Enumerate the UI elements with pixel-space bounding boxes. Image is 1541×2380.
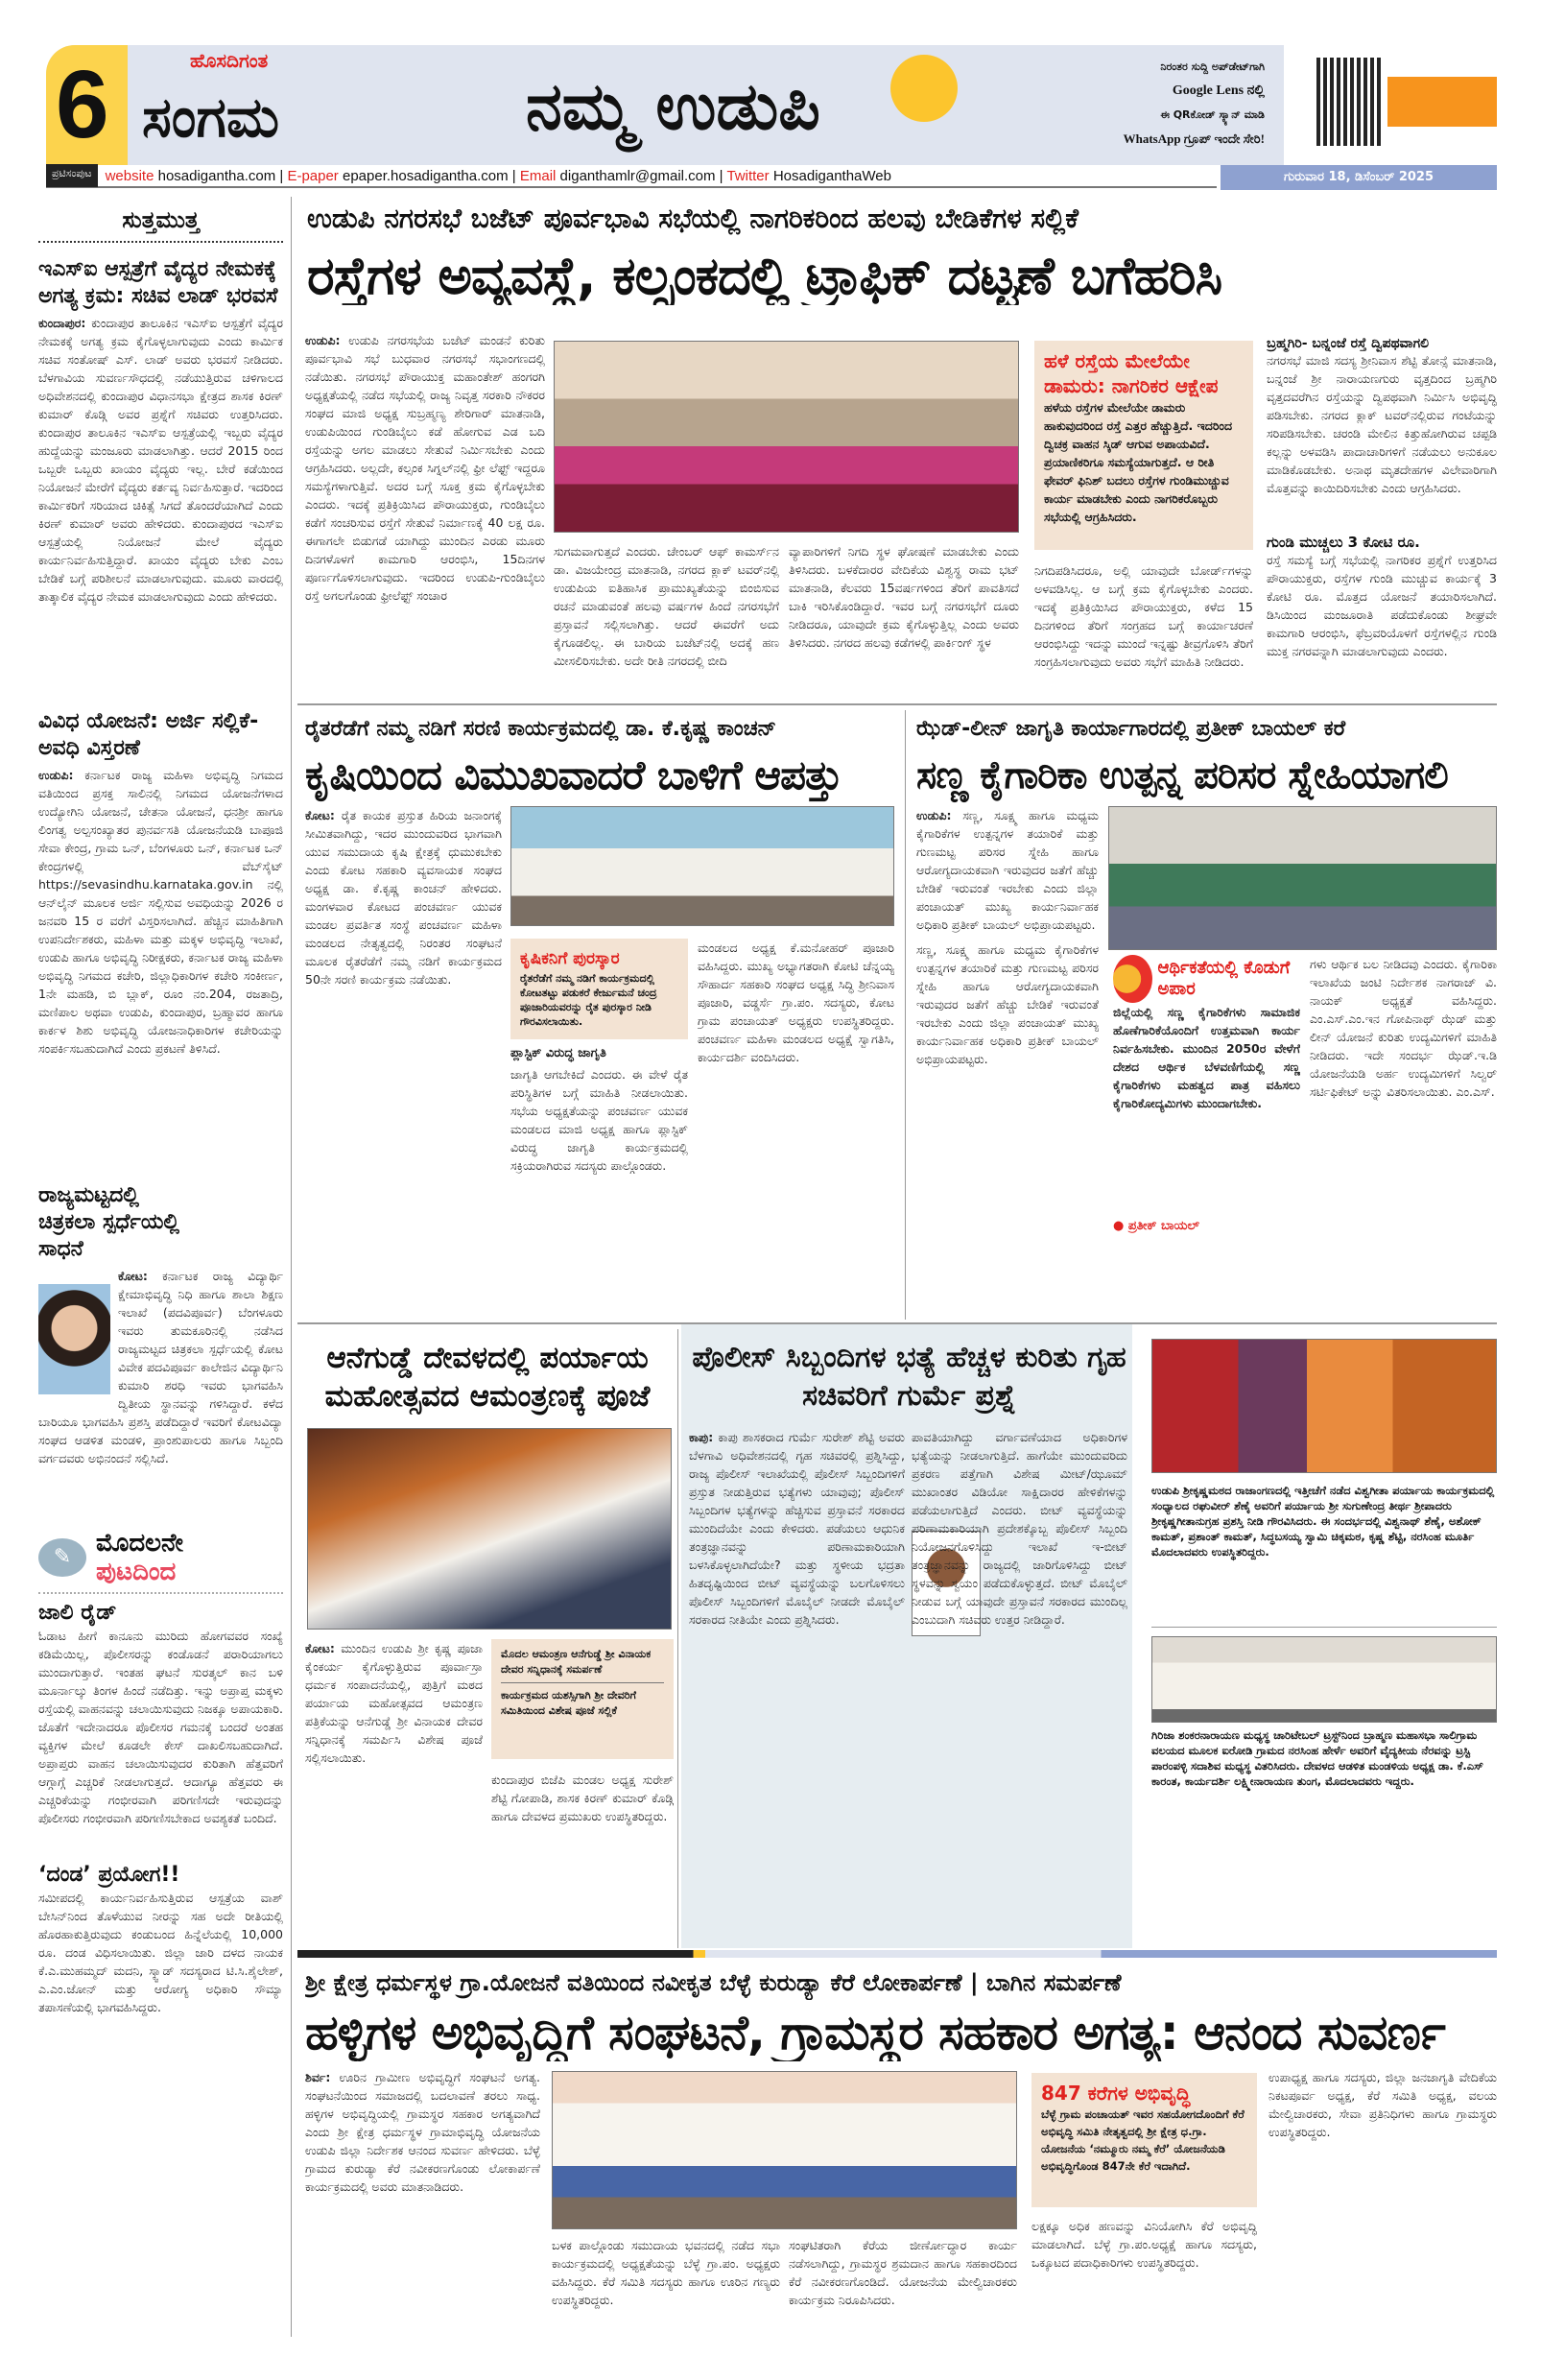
article-body <box>38 1267 283 1511</box>
quote-text: ಜಿಲ್ಲೆಯಲ್ಲಿ ಸಣ್ಣ ಕೈಗಾರಿಕೆಗಳು ಸಾಮಾಜಿಕ ಹೊಣೆಗಾರಿಕೆಯೊಂದಿಗೆ ಉತ್ತಮವಾಗಿ ಕಾರ್ಯ ನಿರ್ವಹಿಸಬೇಕು. ಮುಂದಿನ 2050ರ ವೇಳೆಗೆ ದೇಶದ ಆರ್ಥಿಕ ಬೆಳವಣಿಗೆಯಲ್ಲಿ ಸಣ್ಣ ಕೈಗಾರಿಕೆಗಳು ಮಹತ್ವದ ಪಾತ್ರ ವಹಿಸಲು ಕೈಗಾರಿಕೋದ್ಯಮಿಗಳು ಮುಂದಾಗಬೇಕು. <box>1113 1005 1300 1110</box>
farm-col-3: ಮಂಡಲದ ಅಧ್ಯಕ್ಷ ಕೆ.ಮನೋಹರ್ ಪೂಜಾರಿ ವಹಿಸಿದ್ದರು. ಮುಖ್ಯ ಅಭ್ಯಾಗತರಾಗಿ ಕೋಟಿ ಚೆನ್ನಯ್ಯ ಸೌಹಾರ್ದ ಸಹಕಾರಿ ಸಂಘದ ಅಧ್ಯಕ್ಷ ಸಿದ್ಧಿ ಶ್ರೀನಿವಾಸ ಪೂಜಾರಿ, ವಡ್ಡರ್ಸೆ ಗ್ರಾ.ಪಂ. ಸದಸ್ಯರು, ಕೋಟ ಗ್ರಾಮ ಪಂಚಾಯತ್ ಅಧ್ಯಕ್ಷರು ಉಪಸ್ಥಿತರಿದ್ದರು. ಪಂಚವರ್ಣ ಮಹಿಳಾ ಮಂಡಲದ ಅಧ್ಯಕ್ಷೆ ಸ್ವಾಗತಿಸಿ, ಕಾರ್ಯದರ್ಶಿ ವಂದಿಸಿದರು. <box>698 940 894 1064</box>
edition-label: ಪ್ರಟಿಸಂಪುಟ <box>46 164 98 187</box>
page-title: ನಮ್ಮ ಉಡುಪಿ <box>526 69 820 145</box>
left-column <box>38 206 283 2033</box>
link-label: website <box>105 167 154 184</box>
msme-quote-box <box>1113 955 1300 1315</box>
meeting-photo <box>554 341 1019 533</box>
article-body: ಓಡಾಟ ಹೀಗೆ ಕಾನೂನು ಮುರಿದು ಹೋಗವವರ ಸಂಖ್ಯೆ ಕಡಿಮೆಯಿಲ್ಲ, ಪೊಲೀಸರನ್ನು ಕಂಡೊಡನೆ ಪರಾರಿಯಾಗಲು ಮುಂದಾಗುತ್ತಾರೆ. ಇಂತಹ ಘಟನೆ ಸುರತ್ಕಲ್ ಕಾನ ಬಳಿ ಮೂರ್ನಾಲ್ಕು ತಿಂಗಳ ಹಿಂದೆ ನಡೆದಿತ್ತು. ಇನ್ನು ಅಪ್ರಾಪ್ತ ಮಕ್ಕಳು ರಸ್ತೆಯಲ್ಲಿ ವಾಹನವನ್ನು ಚಲಾಯಿಸುವುದು ನಿಜಕ್ಕೂ ಅಪಾಯಕಾರಿ. ಜೊತೆಗೆ ಇದೇನಾದರೂ ಪೊಲೀಸರ ಗಮನಕ್ಕೆ ಬಂದರೆ ಅಂತಹ ವ್ಯಕ್ತಿಗಳ ಮೇಲೆ ಕೂಡಲೇ ಕೇಸ್ ದಾಖಲಿಸಬಹುದಾಗಿದೆ. ಅಪ್ರಾಪ್ತರು ವಾಹನ ಚಲಾಯಿಸುವುದರ ಕುರಿತಾಗಿ ಹೆತ್ತವರಿಗೆ ಆಗ್ಗಾಗ್ಗೆ ಎಚ್ಚರಿಕೆ ನೀಡಲಾಗುತ್ತದೆ. ಆದಾಗ್ಯೂ ಹೆತ್ತವರು ಈ ಎಚ್ಚರಿಕೆಯನ್ನು ಗಂಭೀರವಾಗಿ ಪರಿಗಣಿಸದೇ ಇರುವುದನ್ನು ಪೊಲೀಸರು ಗಂಭೀರವಾಗಿ ಪರಿಗಣಿಸಬೇಕಾದ ಅವಶ್ಯಕತೆ ಬಂದಿದೆ. <box>38 1629 283 1825</box>
author-name: ಪ್ರತೀಕ್ ಬಾಯಲ್ <box>1127 1219 1200 1233</box>
dateline: ಕುಂದಾಪುರ: <box>38 316 86 330</box>
qr-text: Google Lens ನಲ್ಲಿ <box>1172 83 1265 98</box>
trust-photo <box>1151 1636 1497 1723</box>
dateline: ಕೋಟ: <box>305 1641 335 1655</box>
farm-sidebar-box <box>510 939 688 1039</box>
police-headline: ಪೊಲೀಸ್ ಸಿಬ್ಬಂದಿಗಳ ಭತ್ಯೆ ಹೆಚ್ಚಳ ಕುರಿತು ಗೃಹ ಸಚಿವರಿಗೆ ಗುರ್ಮೆ ಪ್ರಶ್ನೆ <box>692 1341 1126 1413</box>
dateline: ಉಡುಪಿ: <box>38 768 74 782</box>
website-link[interactable]: hosadigantha.com <box>157 167 276 184</box>
lead-col-4: ನಿಗದಿಪಡಿಸಿದರೂ, ಅಲ್ಲಿ ಯಾವುದೇ ಬೋರ್ಡ್‌ಗಳನ್ನು ಅಳವಡಿಸಿಲ್ಲ. ಆ ಬಗ್ಗೆ ಕ್ರಮ ಕೈಗೊಳ್ಳಬೇಕು ಎಂದರು. ಇದಕ್ಕೆ ಪ್ರತಿಕ್ರಿಯಿಸಿದ ಪೌರಾಯುಕ್ತರು, ಕಳೆದ 15 ದಿನಗಳಿಂದ ತೆರಿಗೆ ಸಂಗ್ರಹದ ಬಗ್ಗೆ ಕಾರ್ಯಾಚರಣೆ ಆರಂಭಿಸಿದ್ದು ಇದನ್ನು ಮುಂದೆ ಇನ್ನಷ್ಟು ತೀವ್ರಗೊಳಿಸಿ ತೆರಿಗೆ ಸಂಗ್ರಹಿಸಲಾಗುವುದು ಅವರು ಸಭೆಗೆ ಮಾಹಿತಿ ನೀಡಿದರು. <box>1034 563 1253 669</box>
article-title: ಜಾಲಿ ರೈಡ್ <box>38 1601 117 1625</box>
temple-bullets <box>491 1639 674 1759</box>
lead-kicker: ಉಡುಪಿ ನಗರಸಭೆ ಬಜೆಟ್ ಪೂರ್ವಭಾವಿ ಸಭೆಯಲ್ಲಿ ನಾಗರಿಕರಿಂದ ಹಲವು ಬೇಡಿಕೆಗಳ ಸಲ್ಲಿಕೆ <box>307 202 1079 234</box>
article-text: ಕುಂದಾಪುರ ತಾಲೂಕಿನ ಇಎಸ್‌ಐ ಆಸ್ಪತ್ರೆಗೆ ವೈದ್ಯರ ನೇಮಕಕ್ಕೆ ಅಗತ್ಯ ಕ್ರಮ ಕೈಗೊಳ್ಳಲಾಗುವುದು ಎಂದು ಕಾರ್ಮಿಕ ಸಚಿವ ಸಂತೋಷ್ ಎಸ್. ಲಾಡ್ ಅವರು ಭರವಸೆ ನೀಡಿದರು. ಬೆಳಗಾವಿಯ ಸುವರ್ಣಸೌಧದಲ್ಲಿ ನಡೆಯುತ್ತಿರುವ ಚಳಿಗಾಲದ ಅಧಿವೇಶನದಲ್ಲಿ ಕುಂದಾಪುರ ವಿಧಾನಸಭಾ ಕ್ಷೇತ್ರದ ಶಾಸಕ ಕಿರಣ್ ಕುಮಾರ್ ಕೊಡ್ಗಿ ಅವರ ಪ್ರಶ್ನೆಗೆ ಸಚಿವರು ಉತ್ತರಿಸಿದರು. ಕುಂದಾಪುರ ತಾಲೂಕಿನ ಇಎಸ್‌ಐ ಆಸ್ಪತ್ರೆಯಲ್ಲಿ ಇಬ್ಬರು ವೈದ್ಯರ ಹುದ್ದೆಯನ್ನು ಮಂಜೂರು ಮಾಡಲಾಗಿತ್ತು. ಆದರೆ 2015 ರಿಂದ ಒಬ್ಬರೇ ಒಬ್ಬರು ಖಾಯಂ ವೈದ್ಯರು ಇಲ್ಲ. ಬೇರೆ ಕಡೆಯಿಂದ ನಿಯೋಜನೆ ಮೇರೆಗೆ ವೈದ್ಯರು ಕರ್ತವ್ಯ ನಿರ್ವಹಿಸುತ್ತಾರೆ. ಇದರಿಂದ ಕಾರ್ಮಿಕರಿಗೆ ಸರಿಯಾದ ಚಿಕಿತ್ಸೆ ಸಿಗದೆ ತೊಂದರೆಯಾಗಿದೆ ಎಂದು ಕಿರಣ್ ಕುಮಾರ್ ಅವರು ಹೇಳಿದರು. ಕುಂದಾಪುರದ ಇಎಸ್‌ಐ ಆಸ್ಪತ್ರೆಯಲ್ಲಿ ನಿಯೋಜನೆ ಮೇಲೆ ವೈದ್ಯರು ಕಾರ್ಯನಿರ್ವಹಿಸುತ್ತಿದ್ದಾರೆ. ಖಾಯಂ ವೈದ್ಯರು ಬೇಕು ಎಂಬ ಬೇಡಿಕೆ ಬಗ್ಗೆ ಪರಿಶೀಲನೆ ಮಾಡಲಾಗುವುದು. ಮೂರು ವಾರದಲ್ಲಿ ತಾತ್ಕಾಲಿಕ ವೈದ್ಯರ ನೇಮಕ ಮಾಡಲಾಗುವುದು ಎಂದು ಹೇಳಿದರು. <box>38 316 283 604</box>
box-text: ರೈತರೆಡೆಗೆ ನಮ್ಮ ನಡಿಗೆ ಕಾರ್ಯಕ್ರಮದಲ್ಲಿ ಕೋಟತಟ್ಟು ಪಡುಕರೆ ಕೇರ್ಜುಮನೆ ಚಂದ್ರ ಪೂಜಾರಿಯವರನ್ನು ರೈತ ಪುರಸ್ಕಾರ ನೀಡಿ ಗೌರವಿಸಲಾಯಿತು. <box>520 972 657 1028</box>
continued-header <box>38 1529 283 1594</box>
award-photo <box>1151 1339 1497 1473</box>
quote-author: ● ಪ್ರತೀಕ್ ಬಾಯಲ್ <box>1113 1219 1200 1233</box>
article-text: ಊರಿನ ಗ್ರಾಮೀಣ ಅಭಿವೃದ್ಧಿಗೆ ಸಂಘಟನೆ ಅಗತ್ಯ. ಸಂಘಟನೆಯಿಂದ ಸಮಾಜದಲ್ಲಿ ಬದಲಾವಣೆ ತರಲು ಸಾಧ್ಯ. ಹಳ್ಳಿಗಳ ಅಭಿವೃದ್ಧಿಯಲ್ಲಿ ಗ್ರಾಮಸ್ಥರ ಸಹಕಾರ ಅಗತ್ಯವಾಗಿದೆ ಎಂದು ಶ್ರೀ ಕ್ಷೇತ್ರ ಧರ್ಮಸ್ಥಳ ಗ್ರಾಮಾಭಿವೃದ್ಧಿ ಯೋಜನೆಯ ಉಡುಪಿ ಜಿಲ್ಲಾ ನಿರ್ದೇಶಕ ಆನಂದ ಸುವರ್ಣ ಹೇಳಿದರು. ಬೆಳ್ಳೆ ಗ್ರಾಮದ ಕುರುಡ್ಯಾ ಕೆರೆ ನವೀಕರಣಗೊಂಡು ಲೋಕಾರ್ಪಣೆ ಕಾರ್ಯಕ್ರಮದಲ್ಲಿ ಅವರು ಮಾತನಾಡಿದರು. <box>305 2070 540 2194</box>
qr-text: ನಿರಂತರ ಸುದ್ದಿ ಅಪ್‌ಡೇಟ್‌ಗಾಗಿ <box>1160 60 1265 73</box>
epaper-link[interactable]: epaper.hosadigantha.com <box>342 167 509 184</box>
article-text: ರೈತ ಕಾಯಕ ಪ್ರಸ್ತುತ ಹಿರಿಯ ಜನಾಂಗಕ್ಕೆ ಸೀಮಿತವಾಗಿದ್ದು, ಇದರ ಮುಂದುವರಿದ ಭಾಗವಾಗಿ ಯುವ ಸಮುದಾಯ ಕೃಷಿ ಕ್ಷೇತ್ರಕ್ಕೆ ಧುಮುಕಬೇಕು ಎಂದು ಕೋಟ ಸಹಕಾರಿ ವ್ಯವಸಾಯಕ ಸಂಘದ ಅಧ್ಯಕ್ಷ ಡಾ. ಕೆ.ಕೃಷ್ಣ ಕಾಂಚನ್ ಹೇಳಿದರು. ಮಂಗಳವಾರ ಕೋಟದ ಪಂಚವರ್ಣ ಯುವಕ ಮಂಡಲ ಪ್ರವರ್ತಿತ ಸಂಸ್ಥೆ ಪಂಚವರ್ಣ ಮಹಿಳಾ ಮಂಡಲದ ನೇತೃತ್ವದಲ್ಲಿ ನಿರಂತರ ಸಂಘಟನೆ ಮೂಲಕ ರೈತರೆಡೆಗೆ ನಮ್ಮ ನಡಿಗೆ ಕಾರ್ಯಕ್ರಮದ 50ನೇ ಸರಣಿ ಕಾರ್ಯಕ್ರಮ ನಡೆಯಿತು. <box>305 808 502 987</box>
masthead <box>46 45 1284 165</box>
lake-col-5: ಉಪಾಧ್ಯಕ್ಷ ಹಾಗೂ ಸದಸ್ಯರು, ಜಿಲ್ಲಾ ಜನಜಾಗೃತಿ ವೇದಿಕೆಯ ನಿಕಟಪೂರ್ವ ಅಧ್ಯಕ್ಷ, ಕೆರೆ ಸಮಿತಿ ಅಧ್ಯಕ್ಷ, ವಲಯ ಮೇಲ್ವಿಚಾರಕರು, ಸೇವಾ ಪ್ರತಿನಿಧಿಗಳು ಹಾಗೂ ಗ್ರಾಮಸ್ಥರು ಉಪಸ್ಥಿತರಿದ್ದರು. <box>1268 2070 1497 2139</box>
box-title: 847 ಕರೆಗಳ ಅಭಿವೃದ್ಧಿ <box>1041 2082 1191 2105</box>
lead-sidebar-box <box>1034 341 1253 550</box>
quote-icon <box>1113 955 1152 1003</box>
msme-col-1b <box>916 940 1099 1315</box>
trust-caption: ಗಿರಿಜಾ ಶಂಕರನಾರಾಯಣ ಮಧ್ಯಸ್ಥ ಚಾರಿಟೇಬಲ್ ಟ್ರಸ್ಟ್‌ನಿಂದ ಬ್ರಾಹ್ಮಣ ಮಹಾಸಭಾ ಸಾಲಿಗ್ರಾಮ ವಲಯದ ಮೂಲಕ ಐರೋಡಿ ಗ್ರಾಮದ ನರಸಿಂಹ ಹೇರ್ಳೆ ಅವರಿಗೆ ವೈದ್ಯಕೀಯ ನೆರವನ್ನು ಟ್ರಸ್ಟಿ ಪಾರಂಪಳ್ಳಿ ಸದಾಶಿವ ಮಧ್ಯಸ್ಥ ವಿತರಿಸಿದರು. ದೇವಳದ ಆಡಳಿತ ಮಂಡಳಿಯ ಅಧ್ಯಕ್ಷ ಡಾ. ಕೆ.ಎಸ್ ಕಾರಂತ, ಕಾರ್ಯದರ್ಶಿ ಲಕ್ಷ್ಮೀನಾರಾಯಣ ತುಂಗ, ಮೊದಲಾದವರು ಇದ್ದರು. <box>1151 1728 1484 1788</box>
temple-headline: ಆನೆಗುಡ್ಡೆ ದೇವಳದಲ್ಲಿ ಪರ್ಯಾಯ ಮಹೋತ್ಸವದ ಆಮಂತ್ರಣಕ್ಕೆ ಪೂಜೆ <box>324 1341 651 1414</box>
article-body <box>38 766 283 1178</box>
article-text: ಉಡುಪಿ ನಗರಸಭೆಯ ಬಜೆಟ್ ಮಂಡನೆ ಕುರಿತು ಪೂರ್ವಭಾವಿ ಸಭೆ ಬುಧವಾರ ನಗರಸಭೆ ಸಭಾಂಗಣದಲ್ಲಿ ನಡೆಯಿತು. ನಗರಸಭೆ ಪೌರಾಯುಕ್ತ ಮಹಾಂತೇಶ್ ಹಂಗರಗಿ ಅಧ್ಯಕ್ಷತೆಯಲ್ಲಿ ನಡೆದ ಸಭೆಯಲ್ಲಿ ರಾಜ್ಯ ನಿವೃತ್ತ ಸರಕಾರಿ ನೌಕರರ ಸಂಘದ ಮಾಜಿ ಅಧ್ಯಕ್ಷ ಸುಬ್ರಹ್ಮಣ್ಯ ಶೇರಿಗಾರ್ ಮಾತನಾಡಿ, ಉಡುಪಿಯಿಂದ ಗುಂಡಿಬೈಲು ಕಡೆ ಹೋಗುವ ಎಡ ಬದಿ ರಸ್ತೆಯನ್ನು ಅಗಲ ಮಾಡಲು ಸೇತುವೆ ನಿರ್ಮಿಸಬೇಕು ಎಂದು ಆಗ್ರಹಿಸಿದರು. ಅಲ್ಲದೇ, ಕಲ್ಸಂಕ ಸಿಗ್ನಲ್‌ನಲ್ಲಿ ಫ್ರೀ ಲೆಫ್ಟ್ ಇದ್ದರೂ ಸಮಸ್ಯೆಗಳಾಗುತ್ತಿವೆ. ಅದರ ಬಗ್ಗೆ ಸೂಕ್ತ ಕ್ರಮ ಕೈಗೊಳ್ಳಬೇಕು ಎಂದರು. ಇದಕ್ಕೆ ಪ್ರತಿಕ್ರಿಯಿಸಿದ ಪೌರಾಯುಕ್ತರು, ಗುಂಡಿಬೈಲು ಕಡೆಗೆ ಸಂಚರಿಸುವ ರಸ್ತೆಗೆ ಸೇತುವೆ ನಿರ್ಮಾಣಕ್ಕೆ 40 ಲಕ್ಷ ರೂ. ಈಗಾಗಲೇ ಬಿಡುಗಡೆ ಯಾಗಿದ್ದು ಮುಂದಿನ ಎರಡು ಮೂರು ದಿನಗಳೊಳಗೆ ಕಾಮಗಾರಿ ಆರಂಭಿಸಿ, 15ದಿನಗಳ ಪೂರ್ಣಗೊಳಿಸಲಾಗುವುದು. ಇದರಿಂದ ಉಡುಪಿ-ಗುಂಡಿಬೈಲು ರಸ್ತೆ ಅಗಲಗೊಂಡು ಫ್ರೀಲೆಫ್ಟ್ ಸಂಚಾರ <box>305 333 545 603</box>
lake-sidebar-box <box>1031 2073 1257 2207</box>
lead-headline: ರಸ್ತೆಗಳ ಅವ್ಯವಸ್ಥೆ, ಕಲ್ಸಂಕದಲ್ಲಿ ಟ್ರಾಫಿಕ್ ದಟ್ಟಣೆ ಬಗೆಹರಿಸಿ <box>307 248 1222 305</box>
lake-col-4: ಲಕ್ಷಕ್ಕೂ ಅಧಿಕ ಹಣವನ್ನು ವಿನಿಯೋಗಿಸಿ ಕೆರೆ ಅಭಿವೃದ್ಧಿ ಮಾಡಲಾಗಿದೆ. ಬೆಳ್ಳೆ ಗ್ರಾ.ಪಂ.ಅಧ್ಯಕ್ಷೆ ಹಾಗೂ ಸದಸ್ಯರು, ಒಕ್ಕೂಟದ ಪದಾಧಿಕಾರಿಗಳು ಉಪಸ್ಥಿತರಿದ್ದರು. <box>1031 2219 1257 2270</box>
article-text: ಸಣ್ಣ, ಸೂಕ್ಷ್ಮ ಹಾಗೂ ಮಧ್ಯಮ ಕೈಗಾರಿಕೆಗಳ ಉತ್ಪನ್ನಗಳ ತಯಾರಿಕೆ ಮತ್ತು ಗುಣಮಟ್ಟ ಪರಿಸರ ಸ್ನೇಹಿ ಹಾಗೂ ಆರೋಗ್ಯದಾಯಕವಾಗಿ ಇರುವುದರ ಜತೆಗೆ ಹೆಚ್ಚು ಬೇಡಿಕೆ ಇರುವಂತೆ ಇರಬೇಕು ಎಂದು ಜಿಲ್ಲಾ ಪಂಚಾಯತ್ ಮುಖ್ಯ ಕಾರ್ಯನಿರ್ವಾಹಕ ಅಧಿಕಾರಿ ಪ್ರತೀಕ್ ಬಾಯಲ್ ಅಭಿಪ್ರಾಯಪಟ್ಟರು. <box>916 808 1099 932</box>
article-title: ವಿವಿಧ ಯೋಜನೆ: ಅರ್ಜಿ ಸಲ್ಲಿಕೆ-ಅವಧಿ ವಿಸ್ತರಣೆ <box>38 709 259 760</box>
article-text: ನಗರಸಭೆ ಮಾಜಿ ಸದಸ್ಯ ಶ್ರೀನಿವಾಸ ಶೆಟ್ಟಿ ತೋನ್ಸೆ ಮಾತನಾಡಿ, ಬನ್ನಂಜೆ ಶ್ರೀ ನಾರಾಯಣಗುರು ವೃತ್ತದಿಂದ ಬ್ರಹ್ಮಗಿರಿ ವೃತ್ತದವರೆಗಿನ ರಸ್ತೆಯನ್ನು ದ್ವಿಪಥವಾಗಿ ನಿರ್ಮಿಸಿ ಅಭಿವೃದ್ಧಿ ಪಡಿಸಬೇಕು. ನಗರದ ಕ್ಲಾಕ್ ಟವರ್‌ನಲ್ಲಿರುವ ಗಂಟೆಯನ್ನು ಸರಿಪಡಿಸಬೇಕು. ಚರಂಡಿ ಮೇಲಿನ ಕಿತ್ತುಹೋಗಿರುವ ಚಪ್ಪಡಿ ಕಲ್ಲನ್ನು ಅಳವಡಿಸಿ ಪಾದಾಚಾರಿಗಳಿಗೆ ನಡೆಯಲು ಅನುಕೂಲ ಮಾಡಿಕೊಡಬೇಕು. ಅನಾಥ ಮೃತದೇಹಗಳ ವಿಲೇವಾರಿಗಾಗಿ ಮೊತ್ತವನ್ನು ಕಾಯಿದಿರಿಸಬೇಕು ಎಂದು ಆಗ್ರಹಿಸಿದರು. <box>1267 353 1497 495</box>
dateline: ಉಡುಪಿ: <box>305 333 341 347</box>
lake-headline: ಹಳ್ಳಿಗಳ ಅಭಿವೃದ್ಧಿಗೆ ಸಂಘಟನೆ, ಗ್ರಾಮಸ್ಥರ ಸಹಕಾರ ಅಗತ್ಯ: ಆನಂದ ಸುವರ್ಣ <box>305 2005 1445 2060</box>
article-title: ‘ದಂಡ’ ಪ್ರಯೋಗ!! <box>38 1863 180 1887</box>
info-bar: ಪ್ರಟಿಸಂಪುಟ website hosadigantha.com | E-paper epaper.hosadigantha.com | Email diganthamlr@gmail.com | Twitter HosadiganthaWeb <box>46 165 1217 188</box>
msme-col-1 <box>916 806 1099 936</box>
article-text: ರಸ್ತೆ ಸಮಸ್ಯೆ ಬಗ್ಗೆ ಸಭೆಯಲ್ಲಿ ನಾಗರಿಕರ ಪ್ರಶ್ನೆಗೆ ಉತ್ತರಿಸಿದ ಪೌರಾಯುಕ್ತರು, ರಸ್ತೆಗಳ ಗುಂಡಿ ಮುಚ್ಚುವ ಕಾರ್ಯಕ್ಕೆ 3 ಕೋಟಿ ರೂ. ಮೊತ್ತದ ಯೋಜನೆ ತಯಾರಿಸಲಾಗಿದೆ. ಡಿಸಿಯಿಂದ ಮಂಜೂರಾತಿ ಪಡೆದುಕೊಂಡು ಶೀಘ್ರವೇ ಕಾಮಗಾರಿ ಆರಂಭಿಸಿ, ಫೆಬ್ರವರಿಯೊಳಗೆ ರಸ್ತೆಗಳಲ್ಲಿನ ಗುಂಡಿ ಮುಕ್ತ ನಗರವನ್ನಾಗಿ ಮಾಡಲಾಗುವುದು ಎಂದರು. <box>1267 553 1497 658</box>
page-number: 6 <box>56 51 109 158</box>
dateline: ಶಿರ್ವ: <box>305 2070 331 2084</box>
farm-col-1 <box>305 806 502 1315</box>
article-title: ರಾಜ್ಯಮಟ್ಟದಲ್ಲಿ ಚಿತ್ರಕಲಾ ಸ್ಪರ್ಧೆಯಲ್ಲಿ ಸಾಧನೆ <box>38 1183 180 1261</box>
orange-tab <box>1387 77 1497 127</box>
article-body: ಸಮೀಪದಲ್ಲಿ ಕಾರ್ಯನಿರ್ವಹಿಸುತ್ತಿರುವ ಆಸ್ಪತ್ರೆಯ ವಾಶ್ ಬೇಸಿನ್‌ನಿಂದ ತೊಳೆಯುವ ನೀರನ್ನು ಸಹ ಅದೇ ರೀತಿಯಲ್ಲಿ ಹೊರಹಾಕುತ್ತಿರುವುದು ಕಂಡುಬಂದ ಹಿನ್ನೆಲೆಯಲ್ಲಿ 10,000 ರೂ. ದಂಡ ವಿಧಿಸಲಾಯಿತು. ಜಿಲ್ಲಾ ಜಾರಿ ದಳದ ನಾಯಕ ಕೆ.ಎ.ಮುಹಮ್ಮದ್ ಮದನಿ, ಸ್ಕ್ವಾಡ್ ಸದಸ್ಯರಾದ ಟಿ.ಸಿ.ಶೈಲೇಶ್, ಎ.ಎಂ.ಜೋನ್ ಮತ್ತು ಆರೋಗ್ಯ ಅಧಿಕಾರಿ ಸೌಮ್ಯಾ ತಪಾಸಣೆಯಲ್ಲಿ ಭಾಗವಹಿಸಿದ್ದರು. <box>38 1891 283 2014</box>
police-col-1 <box>689 1428 905 1941</box>
lake-col-3: ಸಂಘಟಿತರಾಗಿ ಕೆರೆಯ ಜೀರ್ಣೋದ್ಧಾರ ಕಾರ್ಯ ನಡೆಸಲಾಗಿದ್ದು, ಗ್ರಾಮಸ್ಥರ ಶ್ರಮದಾನ ಹಾಗೂ ಸಹಕಾರದಿಂದ ಕೆರೆ ನವೀಕರಣಗೊಂಡಿದೆ. ಯೋಜನೆಯ ಮೇಲ್ವಿಚಾರಕರು ಕಾರ್ಯಕ್ರಮ ನಿರೂಪಿಸಿದರು. <box>789 2238 1017 2307</box>
section-logo <box>38 206 283 243</box>
subhead: ಗುಂಡಿ ಮುಚ್ಚಲು 3 ಕೋಟಿ ರೂ. <box>1267 534 1420 551</box>
quote-title: ಆರ್ಥಿಕತೆಯಲ್ಲಿ ಕೊಡುಗೆ ಅಪಾರ <box>1157 958 1291 999</box>
bullet-item: ಕಾರ್ಯಕ್ರಮದ ಯಶಸ್ಸಿಗಾಗಿ ಶ್ರೀ ದೇವರಿಗೆ ಸಮಿತಿಯಿಂದ ವಿಶೇಷ ಪೂಜೆ ಸಲ್ಲಿಕೆ <box>501 1689 636 1717</box>
qr-text: ಈ QRಕೋಡ್ ಸ್ಕ್ಯಾನ್ ಮಾಡಿ <box>1160 108 1265 121</box>
farmers-photo <box>510 806 894 926</box>
article-text: ಮುಂದಿನ ಉಡುಪಿ ಶ್ರೀ ಕೃಷ್ಣ ಪೂಜಾ ಕೈಂಕರ್ಯ ಕೈಗೊಳ್ಳುತ್ತಿರುವ ಪೂರ್ವಾಸ್ರಾ ಧರ್ಮಕ ಸಂಪಾದನೆಯಲ್ಲಿ, ಪುತ್ತಿಗೆ ಮಠದ ಪರ್ಯಾಯ ಮಹೋತ್ಸವದ ಆಮಂತ್ರಣ ಪತ್ರಿಕೆಯನ್ನು ಆನೆಗುಡ್ಡೆ ಶ್ರೀ ವಿನಾಯಕ ದೇವರ ಸನ್ನಿಧಾನಕ್ಕೆ ಸಮರ್ಪಿಸಿ ವಿಶೇಷ ಪೂಜೆ ಸಲ್ಲಿಸಲಾಯಿತು. <box>305 1641 483 1765</box>
email-link[interactable]: diganthamlr@gmail.com <box>559 167 716 184</box>
continued-title: ಪುಟದಿಂದ <box>96 1558 177 1586</box>
continued-title: ಮೊದಲನೇ <box>96 1529 183 1558</box>
lake-kicker: ಶ್ರೀ ಕ್ಷೇತ್ರ ಧರ್ಮಸ್ಥಳ ಗ್ರಾ.ಯೋಜನೆ ವತಿಯಿಂದ ನವೀಕೃತ ಬೆಳ್ಳೆ ಕುರುಡ್ಯಾ ಕೆರೆ ಲೋಕಾರ್ಪಣೆ | ಬಾಗಿನ ಸಮರ್ಪಣೆ <box>305 1969 1122 1996</box>
box-title: ಹಳೆ ರಸ್ತೆಯ ಮೇಲೆಯೇ ಡಾಮರು: ನಾಗರಿಕರ ಆಕ್ಷೇಪ <box>1044 349 1219 397</box>
box-title: ಕೃಷಿಕನಿಗೆ ಪುರಸ್ಕಾರ <box>520 949 620 968</box>
lead-col-3: ವ್ಯಾಪಾರಿಗಳಿಗೆ ನಿಗದಿ ಸ್ಥಳ ಘೋಷಣೆ ಮಾಡಬೇಕು ಎಂದು ತಿಳಿಸಿದರು. ಬಳಕೆದಾರರ ವೇದಿಕೆಯ ವಿಶ್ವಸ್ಥ ರಾಮ ಭಟ್ ಮಾತನಾಡಿ, ಕೆಲವರು 15ವರ್ಷಗಳಿಂದ ತೆರಿಗೆ ಪಾವತಿಸದೆ ಬಾಕಿ ಇರಿಸಿಕೊಂಡಿದ್ದಾರೆ. ಇವರ ಬಗ್ಗೆ ನಗರಸಭೆಗೆ ದೂರು ನೀಡಿದರೂ, ಯಾವುದೇ ಕ್ರಮ ಕೈಗೊಳ್ಳುತ್ತಿಲ್ಲ ಎಂದು ಅವರು ತಿಳಿಸಿದರು. ನಗರದ ಹಲವು ಕಡೆಗಳಲ್ಲಿ ಪಾರ್ಕಿಂಗ್ ಸ್ಥಳ <box>789 544 1019 650</box>
msme-kicker: ಝೆಡ್-ಲೀನ್ ಜಾಗೃತಿ ಕಾರ್ಯಾಗಾರದಲ್ಲಿ ಪ್ರತೀಕ್ ಬಾಯಲ್ ಕರೆ <box>916 717 1346 741</box>
subhead: ಬ್ರಹ್ಮಗಿರಿ- ಬನ್ನಂಜೆ ರಸ್ತೆ ದ್ವಿಪಥವಾಗಲಿ <box>1267 336 1430 351</box>
link-label: Twitter <box>726 167 770 184</box>
dateline: ಕೋಟ: <box>305 808 335 822</box>
article-text: ಕಾಪು ಶಾಸಕರಾದ ಗುರ್ಮೆ ಸುರೇಶ್ ಶೆಟ್ಟಿ ಅವರು ಬೆಳಗಾವಿ ಅಧಿವೇಶನದಲ್ಲಿ ಗೃಹ ಸಚಿವರಲ್ಲಿ ಪ್ರಶ್ನಿಸಿದ್ದು, ರಾಜ್ಯ ಪೊಲೀಸ್ ಇಲಾಖೆಯಲ್ಲಿ ಪೊಲೀಸ್ ಸಿಬ್ಬಂದಿಗಳಿಗೆ ಪ್ರಸ್ತುತ ನೀಡುತ್ತಿರುವ ಭತ್ಯೆಗಳು ಯಾವುವು; ಪೊಲೀಸ್ ಸಿಬ್ಬಂದಿಗಳ ಭತ್ಯೆಗಳನ್ನು ಹೆಚ್ಚಿಸುವ ಪ್ರಸ್ತಾವನೆ ಸರಕಾರದ ಮುಂದಿದೆಯೇ ಎಂದು ಕೇಳಿದರು. ಪಡೆಯಲು ಆಧುನಿಕ ತಂತ್ರಜ್ಞಾನವನ್ನು ಪರಿಣಾಮಕಾರಿಯಾಗಿ ಬಳಸಿಕೊಳ್ಳಲಾಗಿದೆಯೇ? ಮತ್ತು ಸ್ಥಳೀಯ ಭದ್ರತಾ ಹಿತದೃಷ್ಟಿಯಿಂದ ಬೀಟ್ ವ್ಯವಸ್ಥೆಯನ್ನು ಬಲಗೊಳಿಸಲು ಪೊಲೀಸ್ ಸಿಬ್ಬಂದಿಗಳಿಗೆ ಮೊಬೈಲ್ ನೀಡದೇ ಮೊಬೈಲ್ ಸರಕಾರದ ನೀತಿಯೇ ಎಂದು ಪ್ರಶ್ನಿಸಿದರು. <box>689 1430 905 1627</box>
dateline: ಕಾಪು: <box>689 1430 714 1444</box>
lake-col-2: ಬಳಕ ಪಾಲ್ಗೊಂಡು ಸಮುದಾಯ ಭವನದಲ್ಲಿ ನಡೆದ ಸಭಾ ಕಾರ್ಯಕ್ರಮದಲ್ಲಿ ಅಧ್ಯಕ್ಷತೆಯನ್ನು ಬೆಳ್ಳೆ ಗ್ರಾ.ಪಂ. ಅಧ್ಯಕ್ಷರು ವಹಿಸಿದ್ದರು. ಕೆರೆ ಸಮಿತಿ ಸದಸ್ಯರು ಹಾಗೂ ಊರಿನ ಗಣ್ಯರು ಉಪಸ್ಥಿತರಿದ್ದರು. <box>552 2238 780 2307</box>
student-photo <box>38 1284 110 1394</box>
article-text: ಕರ್ನಾಟಕ ರಾಜ್ಯ ವಿದ್ಯಾರ್ಥಿ ಕ್ಷೇಮಾಭಿವೃದ್ಧಿ ನಿಧಿ ಹಾಗೂ ಶಾಲಾ ಶಿಕ್ಷಣ ಇಲಾಖೆ (ಪದವಿಪೂರ್ವ) ಬೆಂಗಳೂರು ಇವರು ತುಮಕೂರಿನಲ್ಲಿ ನಡೆಸಿದ ರಾಜ್ಯಮಟ್ಟದ ಚಿತ್ರಕಲಾ ಸ್ಪರ್ಧೆಯಲ್ಲಿ ಕೋಟ ವಿವೇಕ ಪದವಿಪೂರ್ವ ಕಾಲೇಜಿನ ವಿದ್ಯಾರ್ಥಿನಿ ಕುಮಾರಿ ಶರಧಿ ಇವರು ಭಾಗವಹಿಸಿ ದ್ವಿತೀಯ ಸ್ಥಾನವನ್ನು ಗಳಿಸಿದ್ದಾರೆ. ಕಳೆದ ಬಾರಿಯೂ ಭಾಗವಹಿಸಿ ಪ್ರಶಸ್ತಿ ಪಡೆದಿದ್ದಾರೆ ಇವರಿಗೆ ಕೋಟವಿದ್ಯಾ ಸಂಘದ ಆಡಳಿತ ಮಂಡಳಿ, ಪ್ರಾಂಶುಪಾಲರು ಹಾಗೂ ಸಿಬ್ಬಂದಿ ವರ್ಗದವರು ಅಭಿನಂದನೆ ಸಲ್ಲಿಸಿದೆ. <box>38 1269 283 1465</box>
farm-headline: ಕೃಷಿಯಿಂದ ವಿಮುಖವಾದರೆ ಬಾಳಿಗೆ ಆಪತ್ತು <box>305 751 842 798</box>
police-col-2: ಪಾವತಿಯಾಗಿದ್ದು ವರ್ಗಾವಣೆಯಾದ ಅಧಿಕಾರಿಗಳ ಭತ್ಯೆಯನ್ನು ನೀಡಲಾಗುತ್ತಿದೆ. ಹಾಗೆಯೇ ಮುಂದುವರಿದು ಪ್ರಕರಣ ಪತ್ತೆಗಾಗಿ ವಿಶೇಷ ಮೀಟ್/ಝೂಮ್ ಮುಖಾಂತರ ವಿಡಿಯೋ ಸಾಕ್ಷಿದಾರರ ಹೇಳಿಕೆಗಳನ್ನು ಪಡೆಯಲಾಗುತ್ತಿದೆ ಎಂದರು. ಬೀಟ್ ವ್ಯವಸ್ಥೆಯನ್ನು ಪರಿಣಾಮಕಾರಿಯಾಗಿ ಪ್ರದೇಶಕ್ಕೊಬ್ಬ ಪೊಲೀಸ್ ಸಿಬ್ಬಂದಿ ನಿಯೋಜನಗೊಳಿಸಿದ್ದು ಇಲಾಖೆ ಇ-ಬೀಟ್ ತಂತ್ರಜ್ಞಾನವನ್ನು ರಾಜ್ಯದಲ್ಲಿ ಜಾರಿಗೊಳಿಸಿದ್ದು ಬೀಟ್ ಸ್ಥಳವನ್ನು ಸ್ವಯಂ ಪಡೆದುಕೊಳ್ಳುತ್ತದೆ. ಬೀಟ್ ಮೊಬೈಲ್ ನೀಡುವ ಬಗ್ಗೆ ಯಾವುದೇ ಪ್ರಸ್ತಾವನೆ ಸರಕಾರದ ಮುಂದಿಲ್ಲ ಎಂಬುದಾಗಿ ಸಚಿವರು ಉತ್ತರ ನೀಡಿದ್ದಾರೆ. <box>912 1430 1127 1627</box>
section-logo-text: ಸುತ್ತಮುತ್ತ <box>122 206 200 233</box>
brand-logo: ಹೊಸದಿಗಂತ <box>190 49 269 72</box>
lake-photo <box>552 2071 1017 2229</box>
temple-body <box>305 1639 483 1946</box>
farm-col-2: ಜಾಗೃತಿ ಆಗಬೇಕಿದೆ ಎಂದರು. ಈ ವೇಳೆ ರೈತ ಪರಿಸ್ಥಿತಿಗಳ ಬಗ್ಗೆ ಮಾಹಿತಿ ನೀಡಲಾಯಿತು. ಸಭೆಯ ಅಧ್ಯಕ್ಷತೆಯನ್ನು ಪಂಚವರ್ಣ ಯುವಕ ಮಂಡಲದ ಮಾಜಿ ಅಧ್ಯಕ್ಷ ಹಾಗೂ ಪ್ಲಾಸ್ಟಿಕ್ ವಿರುದ್ಧ ಜಾಗೃತಿ ಕಾರ್ಯಕ್ರಮದಲ್ಲಿ ಸಕ್ರಿಯರಾಗಿರುವ ಸದಸ್ಯರು ಪಾಲ್ಗೊಂಡರು. <box>510 1067 688 1173</box>
date: ಗುರುವಾರ 18, ಡಿಸೆಂಬರ್ 2025 <box>1221 165 1497 190</box>
pencil-icon: ✎ <box>38 1538 86 1577</box>
msme-headline: ಸಣ್ಣ ಕೈಗಾರಿಕಾ ಉತ್ಪನ್ನ ಪರಿಸರ ಸ್ನೇಹಿಯಾಗಲಿ <box>916 753 1448 797</box>
temple-photo <box>307 1428 672 1630</box>
qr-instructions <box>1063 55 1265 151</box>
article-title: ಇಎಸ್‌ಐ ಆಸ್ಪತ್ರೆಗೆ ವೈದ್ಯರ ನೇಮಕಕ್ಕೆ ಅಗತ್ಯ ಕ್ರಮ: ಸಚಿವ ಲಾಡ್ ಭರವಸೆ <box>38 257 278 308</box>
temple-body-2: ಕುಂದಾಪುರ ಬಿಜೆಪಿ ಮಂಡಲ ಅಧ್ಯಕ್ಷ ಸುರೇಶ್ ಶೆಟ್ಟಿ ಗೋಪಾಡಿ, ಶಾಸಕ ಕಿರಣ್ ಕುಮಾರ್ ಕೊಡ್ಗಿ ಹಾಗೂ ದೇವಳದ ಪ್ರಮುಖರು ಉಪಸ್ಥಿತರಿದ್ದರು. <box>491 1773 674 1823</box>
section-divider <box>297 1950 1497 1958</box>
msme-col-2: ಗಳು ಆರ್ಥಿಕ ಬಲ ನೀಡಿದವು ಎಂದರು. ಕೈಗಾರಿಕಾ ಇಲಾಖೆಯ ಜಂಟಿ ನಿರ್ದೇಶಕ ನಾಗರಾಜ್ ವಿ. ನಾಯಕ್ ಅಧ್ಯಕ್ಷತೆ ವಹಿಸಿದ್ದರು. ಎಂ.ಎಸ್.ಎಂ.ಇನ ಗೋಪಿನಾಥ್ ಝೆಡ್ ಮತ್ತು ಲೀನ್ ಯೋಜನೆ ಕುರಿತು ಉದ್ಯಮಿಗಳಿಗೆ ಮಾಹಿತಿ ನೀಡಿದರು. ಇದೇ ಸಂದರ್ಭ ಝೆಡ್.ಇ.ಡಿ ಯೋಜನೆಯಡಿ ಅರ್ಹ ಉದ್ಯಮಿಗಳಿಗೆ ಸಿಲ್ವರ್ ಸರ್ಟಿಫಿಕೇಟ್ ಅನ್ನು ವಿತರಿಸಲಾಯಿತು. ಎಂ.ಎಸ್. <box>1310 957 1497 1099</box>
article-text: ಕರ್ನಾಟಕ ರಾಜ್ಯ ಮಹಿಳಾ ಅಭಿವೃದ್ಧಿ ನಿಗಮದ ವತಿಯಿಂದ ಪ್ರಸಕ್ತ ಸಾಲಿನಲ್ಲಿ ನಿಗಮದ ಯೋಜನೆಗಳಾದ ಉದ್ಯೋಗಿನಿ ಯೋಜನೆ, ಚೇತನಾ ಯೋಜನೆ, ಧನಶ್ರೀ ಹಾಗೂ ಲಿಂಗತ್ವ ಅಲ್ಪಸಂಖ್ಯಾತರ ಪುನರ್ವಸತಿ ಯೋಜನೆಯಡಿ ಬಾಪೂಜಿ ಸೇವಾ ಕೇಂದ್ರ, ಗ್ರಾಮ ಒನ್, ಬೆಂಗಳೂರು ಒನ್, ಕರ್ನಾಟಕ ಒನ್ ಕೇಂದ್ರಗಳಲ್ಲಿ ವೆಬ್‌ಸೈಟ್ https://sevasindhu.karnataka.gov.in ನಲ್ಲಿ ಆನ್‌ಲೈನ್ ಮೂಲಕ ಅರ್ಜಿ ಸಲ್ಲಿಸುವ ಅವಧಿಯನ್ನು 2026 ರ ಜನವರಿ 15 ರ ವರೆಗೆ ವಿಸ್ತರಿಸಲಾಗಿದೆ. ಹೆಚ್ಚಿನ ಮಾಹಿತಿಗಾಗಿ ಉಪನಿರ್ದೇಶಕರು, ಮಹಿಳಾ ಮತ್ತು ಮಕ್ಕಳ ಅಭಿವೃದ್ಧಿ ಇಲಾಖೆ, ಉಡುಪಿ ಹಾಗೂ ಅಭಿವೃದ್ಧಿ ನಿರೀಕ್ಷಕರು, ಕರ್ನಾಟಕ ರಾಜ್ಯ ಮಹಿಳಾ ಅಭಿವೃದ್ಧಿ ನಿಗಮದ ಕಚೇರಿ, ಜಿಲ್ಲಾಧಿಕಾರಿಗಳ ಕಚೇರಿ ಸಂಕೀರ್ಣ, 1ನೇ ಮಹಡಿ, ಬಿ ಬ್ಲಾಕ್, ರೂಂ ನಂ.204, ರಜತಾದ್ರಿ, ಮಣಿಪಾಲ ಅಥವಾ ಉಡುಪಿ, ಕುಂದಾಪುರ, ಬ್ರಹ್ಮಾವರ ಹಾಗೂ ಕಾರ್ಕಳ ಶಿಶು ಅಭಿವೃದ್ಧಿ ಯೋಜನಾಧಿಕಾರಿಗಳ ಕಚೇರಿಯನ್ನು ಸಂಪರ್ಕಿಸಬಹುದಾಗಿದೆ ಎಂದು ಪ್ರಕಟಣೆ ತಿಳಿಸಿದೆ. <box>38 768 283 1056</box>
farm-kicker: ರೈತರೆಡೆಗೆ ನಮ್ಮ ನಡಿಗೆ ಸರಣಿ ಕಾರ್ಯಕ್ರಮದಲ್ಲಿ ಡಾ. ಕೆ.ಕೃಷ್ಣ ಕಾಂಚನ್ <box>305 717 777 741</box>
lead-col-2: ಸುಗಮವಾಗುತ್ತದೆ ಎಂದರು. ಚೇಂಬರ್ ಆಫ್ ಕಾಮರ್ಸ್‌ನ ಡಾ. ವಿಜಯೇಂದ್ರ ಮಾತನಾಡಿ, ನಗರದ ಕ್ಲಾಕ್ ಟವರ್‌ನಲ್ಲಿ ಉಡುಪಿಯ ಐತಿಹಾಸಿಕ ಪ್ರಾಮುಖ್ಯತೆಯನ್ನು ಬಿಂಬಿಸುವ ರಚನೆ ಮಾಡುವಂತೆ ಹಲವು ವರ್ಷಗಳ ಹಿಂದೆ ನಗರಸಭೆಗೆ ಪ್ರಸ್ತಾವನೆ ಸಲ್ಲಿಸಲಾಗಿತ್ತು. ಆದರೆ ಈವರೆಗೆ ಅದು ಕೈಗೂಡಲಿಲ್ಲ. ಈ ಬಾರಿಯ ಬಜೆಟ್‌ನಲ್ಲಿ ಅದಕ್ಕೆ ಹಣ ಮೀಸಲಿರಿಸಬೇಕು. ಅದೇ ರೀತಿ ನಗರದಲ್ಲಿ ಬೀದಿ <box>554 544 779 668</box>
box-text: ಬೆಳ್ಳೆ ಗ್ರಾಮ ಪಂಚಾಯತ್ ಇವರ ಸಹಯೋಗದೊಂದಿಗೆ ಕೆರೆ ಅಭಿವೃದ್ಧಿ ಸಮಿತಿ ನೇತೃತ್ವದಲ್ಲಿ ಶ್ರೀ ಕ್ಷೇತ್ರ ಧ.ಗ್ರಾ. ಯೋಜನೆಯ ‘ನಮ್ಮೂರು ನಮ್ಮ ಕೆರೆ’ ಯೋಜನೆಯಡಿ ಅಭಿವೃದ್ಧಿಗೊಂಡ 847ನೇ ಕೆರೆ ಇದಾಗಿದೆ. <box>1041 2107 1245 2173</box>
lead-col-1 <box>305 331 545 696</box>
qr-text: WhatsApp ಗ್ರೂಪ್ ಇಂದೇ ಸೇರಿ! <box>1123 131 1265 146</box>
lead-col-5 <box>1267 336 1497 701</box>
award-caption: ಉಡುಪಿ ಶ್ರೀಕೃಷ್ಣಮಠದ ರಾಜಾಂಗಣದಲ್ಲಿ ಇತ್ತೀಚೆಗೆ ನಡೆದ ವಿಶ್ವಗೀತಾ ಪರ್ಯಾಯ ಕಾರ್ಯಕ್ರಮದಲ್ಲಿ ಸಂಧ್ಯಾಲದ ರಘುವೀರ್ ಶೆಣೈ ಅವರಿಗೆ ಪರ್ಯಾಯ ಶ್ರೀ ಸುಗುಣೇಂದ್ರ ತೀರ್ಥ ಶ್ರೀಪಾದರು ಶ್ರೀಕೃಷ್ಣಗೀತಾನುಗ್ರಹ ಪ್ರಶಸ್ತಿ ನೀಡಿ ಗೌರವಿಸಿದರು. ಈ ಸಂದರ್ಭದಲ್ಲಿ ವಿಶ್ವನಾಥ್ ಶೆಣೈ, ಅಶೋಕ್ ಕಾಮತ್, ಪ್ರಶಾಂತ್ ಕಾಮತ್, ಸಿದ್ಧಬಸಯ್ಯ ಸ್ವಾಮಿ ಚಿಕ್ಕಮಠ, ಕೃಷ್ಣ ಶೆಟ್ಟಿ, ನರಸಿಂಹ ಮೂರ್ತಿ ಮೊದಲಾದವರು ಉಪಸ್ಥಿತರಿದ್ದರು. <box>1151 1484 1495 1559</box>
article-text: ಸಣ್ಣ, ಸೂಕ್ಷ್ಮ ಹಾಗೂ ಮಧ್ಯಮ ಕೈಗಾರಿಕೆಗಳ ಉತ್ಪನ್ನಗಳ ತಯಾರಿಕೆ ಮತ್ತು ಗುಣಮಟ್ಟ ಪರಿಸರ ಸ್ನೇಹಿ ಹಾಗೂ ಆರೋಗ್ಯದಾಯಕವಾಗಿ ಇರುವುದರ ಜತೆಗೆ ಹೆಚ್ಚು ಬೇಡಿಕೆ ಇರುವಂತೆ ಇರಬೇಕು ಎಂದು ಜಿಲ್ಲಾ ಪಂಚಾಯತ್ ಮುಖ್ಯ ಕಾರ್ಯನಿರ್ವಾಹಕ ಅಧಿಕಾರಿ ಪ್ರತೀಕ್ ಬಾಯಲ್ ಅಭಿಪ್ರಾಯಪಟ್ಟರು. <box>916 942 1099 1066</box>
link-label: E-paper <box>287 167 339 184</box>
twitter-link[interactable]: HosadiganthaWeb <box>772 167 891 184</box>
box-text: ಹಳೆಯ ರಸ್ತೆಗಳ ಮೇಲೆಯೇ ಡಾಮರು ಹಾಕುವುದರಿಂದ ರಸ್ತೆ ಎತ್ತರ ಹೆಚ್ಚುತ್ತಿದೆ. ಇದರಿಂದ ದ್ವಿಚಕ್ರ ವಾಹನ ಸ್ಕಿಡ್ ಆಗುವ ಅಪಾಯವಿದೆ. ಪ್ರಯಾಣಿಕರಿಗೂ ಸಮಸ್ಯೆಯಾಗುತ್ತದೆ. ಆ ರೀತಿ ಫೇವರ್ ಫಿನಿಶ್ ಬದಲು ರಸ್ತೆಗಳ ಗುಂಡಿಮುಚ್ಚುವ ಕಾರ್ಯ ಮಾಡಬೇಕು ಎಂದು ನಾಗರಿಕರೊಬ್ಬರು ಸಭೆಯಲ್ಲಿ ಆಗ್ರಹಿಸಿದರು. <box>1044 400 1233 524</box>
section-name: ಸಂಗಮ <box>142 84 280 150</box>
dateline: ಕೋಟ: <box>118 1269 148 1283</box>
lake-col-1 <box>305 2068 540 2342</box>
article-body <box>38 314 283 702</box>
workshop-photo <box>1108 806 1497 950</box>
dateline: ಉಡುಪಿ: <box>916 808 952 822</box>
qr-code[interactable] <box>1316 58 1384 146</box>
link-label: Email <box>519 167 557 184</box>
farm-subhead: ಪ್ಲಾಸ್ಟಿಕ್ ವಿರುದ್ಧ ಜಾಗೃತಿ <box>510 1046 606 1060</box>
bullet-item: ಮೊದಲ ಆಮಂತ್ರಣ ಆನೆಗುಡ್ಡೆ ಶ್ರೀ ವಿನಾಯಕ ದೇವರ ಸನ್ನಿಧಾನಕ್ಕೆ ಸಮರ್ಪಣೆ <box>501 1647 664 1683</box>
